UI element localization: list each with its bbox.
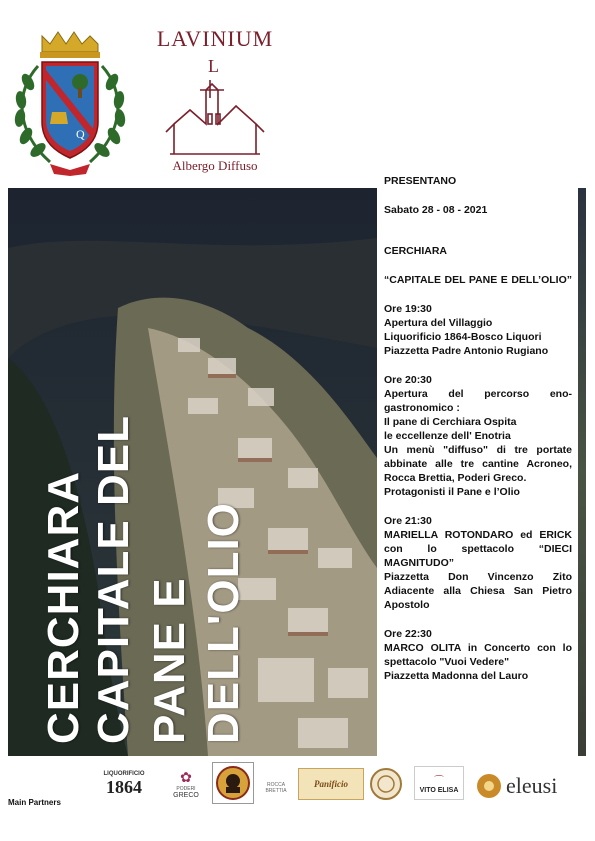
event-4-line-1: MARCO OLITA in Concerto con lo spettacolo "Vuoi Vedere" [384,642,572,668]
presenter-label: PRESENTANO [384,175,457,187]
event-4-line-2: Piazzetta Madonna del Lauro [384,670,529,682]
event-2-line-3: le eccellenze dell' Enotria [384,430,511,442]
vertical-line-4: DELL'OLIO [199,502,248,744]
vertical-line-2: CAPITALE DEL [89,415,138,744]
castle-icon [160,54,270,162]
event-2-line-5: Protagonisti il Pane e l’Olio [384,486,520,498]
event-2-line-2: Il pane di Cerchiara Ospita [384,416,517,428]
panificio-name: Panificio [314,779,348,789]
event-2-line-1: Apertura del percorso eno-gastronomico : [384,388,572,414]
logo-letter: L [208,56,219,76]
rocca-name: ROCCA BRETTIA [265,782,287,794]
event-date: Sabato 28 - 08 - 2021 [384,204,488,216]
event-time-2: Ore 20:30 [384,374,432,386]
town-name: CERCHIARA [384,245,447,257]
sponsor-panificio [298,768,364,800]
logo-name: LAVINIUM [156,26,274,51]
greco-name: GRECO [173,792,199,799]
sponsor-acroneo [212,762,254,804]
crest-letter: Q [76,127,85,141]
liquorificio-year: 1864 [106,776,142,797]
seal-icon [369,767,403,801]
sponsor-eleusi [476,770,580,802]
municipal-crest [10,30,130,180]
event-3-line-2: Piazzetta Don Vincenzo Zito Adiacente alla Chiesa San Pietro Apostolo [384,571,572,611]
photo-edge-strip [578,188,586,756]
vertical-line-1: CERCHIARA [39,471,88,744]
partners-label: Main Partners [8,798,61,807]
flower-icon: ✿ [180,769,192,785]
event-time-1: Ore 19:30 [384,303,432,315]
liquorificio-label: LIQUORIFICIO [103,770,145,777]
event-time-4: Ore 22:30 [384,628,432,640]
lavinium-logo [150,26,280,186]
eleusi-emblem-icon [476,773,502,799]
sponsor-rocca-brettia [258,778,294,798]
aerial-photo [8,188,377,756]
crest-icon [10,30,130,180]
program-column [384,174,572,683]
sponsor-greco [168,764,204,804]
sponsor-vito-elisa [414,766,464,800]
vito-name: VITO ELISA [419,787,459,794]
vertical-title [8,188,377,756]
bread-icon: ⌒ [434,776,444,787]
event-1-line-3: Piazzetta Padre Antonio Rugiano [384,345,549,357]
greco-label: PODERI [176,786,196,792]
event-3-line-1: MARIELLA ROTONDARO ed ERICK con lo spettacolo “DIECI MAGNITUDO” [384,529,572,569]
vertical-line-3: PANE E [145,577,194,744]
event-1-line-2: Liquorificio 1864-Bosco Liquori [384,331,542,343]
event-time-3: Ore 21:30 [384,515,432,527]
acroneo-emblem-icon [215,765,251,801]
tagline: “CAPITALE DEL PANE E DELL’OLIO” [384,274,572,286]
eleusi-name: eleusi [506,773,558,798]
partners-footer [0,758,595,841]
event-2-line-4: Un menù "diffuso" di tre portate abbinate alle tre cantine Acroneo, Rocca Brettia, Poderi Greco. [384,444,572,484]
logo-subtitle: Albergo Diffuso [172,158,258,173]
sponsor-liquorificio [92,764,156,804]
sponsor-seal [366,766,406,802]
event-1-line-1: Apertura del Villaggio [384,317,493,329]
